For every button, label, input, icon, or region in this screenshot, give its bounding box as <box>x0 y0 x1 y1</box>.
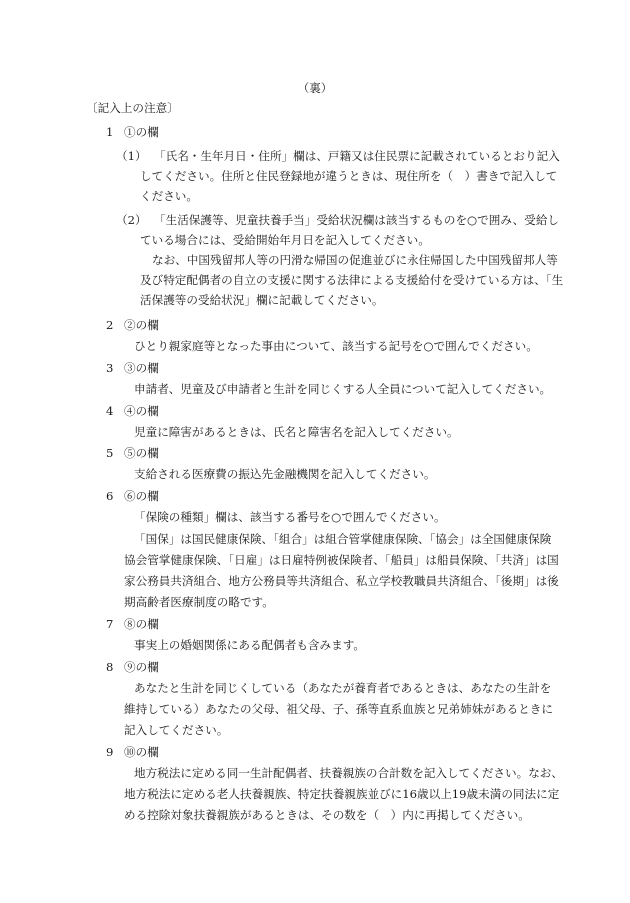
section-number: 2 <box>106 318 114 332</box>
paragraph-line: 児童に障害があるときは、氏名と障害名を記入してください。 <box>134 425 459 439</box>
section-heading: ④の欄 <box>124 404 159 418</box>
paragraph-line: める控除対象扶養親族があるときは、その数を（ ）内に再掲してください。 <box>124 808 530 822</box>
section-number: 9 <box>106 745 114 759</box>
paragraph-line: 及び特定配偶者の自立の支援に関する法律による支援給付を受けている方は、「生 <box>140 273 564 287</box>
section-number: 7 <box>106 617 114 631</box>
paragraph-line: 「生活保護等、児童扶養手当」受給状況欄は該当するものを○で囲み、受給し <box>154 213 560 227</box>
paragraph-line: 「保険の種類」欄は、該当する番号を○で囲んでください。 <box>134 510 446 524</box>
paragraph-line: 協会管掌健康保険、「日雇」は日雇特例被保険者、「船員」は船員保険、「共済」は国 <box>124 553 559 567</box>
paragraph-line: 支給される医療費の振込先金融機関を記入してください。 <box>134 467 436 481</box>
paragraph-line: 期高齢者医療制度の略です。 <box>124 595 274 609</box>
paragraph-line: 地方税法に定める老人扶養親族、特定扶養親族並びに16歳以上19歳未満の同法に定 <box>124 787 560 801</box>
section-number: 4 <box>106 404 114 418</box>
section-heading: ⑥の欄 <box>124 489 159 503</box>
section-number: 1 <box>106 125 114 139</box>
section-heading: ⑧の欄 <box>124 617 159 631</box>
paragraph-line: ください。 <box>140 189 198 203</box>
paragraph-line: 記入してください。 <box>124 723 229 737</box>
section-heading: ③の欄 <box>124 361 159 375</box>
section-heading: ②の欄 <box>124 318 159 332</box>
section-heading: ⑩の欄 <box>124 745 159 759</box>
section-number: 6 <box>106 489 114 503</box>
paragraph-line: 維持している）あなたの父母、祖父母、子、孫等直系血族と兄弟姉妹があるときに <box>124 702 553 716</box>
section-number: 3 <box>106 361 114 375</box>
paragraph-line: ている場合には、受給開始年月日を記入してください。 <box>140 233 430 247</box>
subsection-number: （2） <box>116 213 147 227</box>
paragraph-line: してください。住所と住民登録地が違うときは、現住所を（ ）書きで記入して <box>140 169 558 183</box>
notes-title: 〔記入上の注意〕 <box>86 101 179 115</box>
paragraph-line: 申請者、児童及び申請者と生計を同じくする人全員について記入してください。 <box>134 382 552 396</box>
section-heading: ⑤の欄 <box>124 446 159 460</box>
paragraph-line: 事実上の婚姻関係にある配偶者も含みます。 <box>134 638 365 652</box>
paragraph-line: 「国保」は国民健康保険、「組合」は組合管掌健康保険、「協会」は全国健康保険 <box>134 532 552 546</box>
section-heading: ①の欄 <box>124 125 159 139</box>
paragraph-line: あなたと生計を同じくしている（あなたが養育者であるときは、あなたの生計を <box>134 681 552 695</box>
section-heading: ⑨の欄 <box>124 660 159 674</box>
paragraph-line: 家公務員共済組合、地方公務員等共済組合、私立学校教職員共済組合、「後期」は後 <box>124 574 559 588</box>
section-number: 8 <box>106 660 114 674</box>
page-label: （裏） <box>297 81 333 95</box>
subsection-number: （1） <box>116 149 147 163</box>
paragraph-line: なお、中国残留邦人等の円滑な帰国の促進並びに永住帰国した中国残留邦人等 <box>152 253 558 267</box>
section-number: 5 <box>106 446 114 460</box>
paragraph-line: 活保護等の受給状況」欄に記載してください。 <box>140 293 384 307</box>
paragraph-line: 「氏名・生年月日・住所」欄は、戸籍又は住民票に記載されているとおり記入 <box>154 149 560 163</box>
paragraph-line: ひとり親家庭等となった事由について、該当する記号を○で囲んでください。 <box>134 339 538 353</box>
paragraph-line: 地方税法に定める同一生計配偶者、扶養親族の合計数を記入してください。なお、 <box>134 766 563 780</box>
